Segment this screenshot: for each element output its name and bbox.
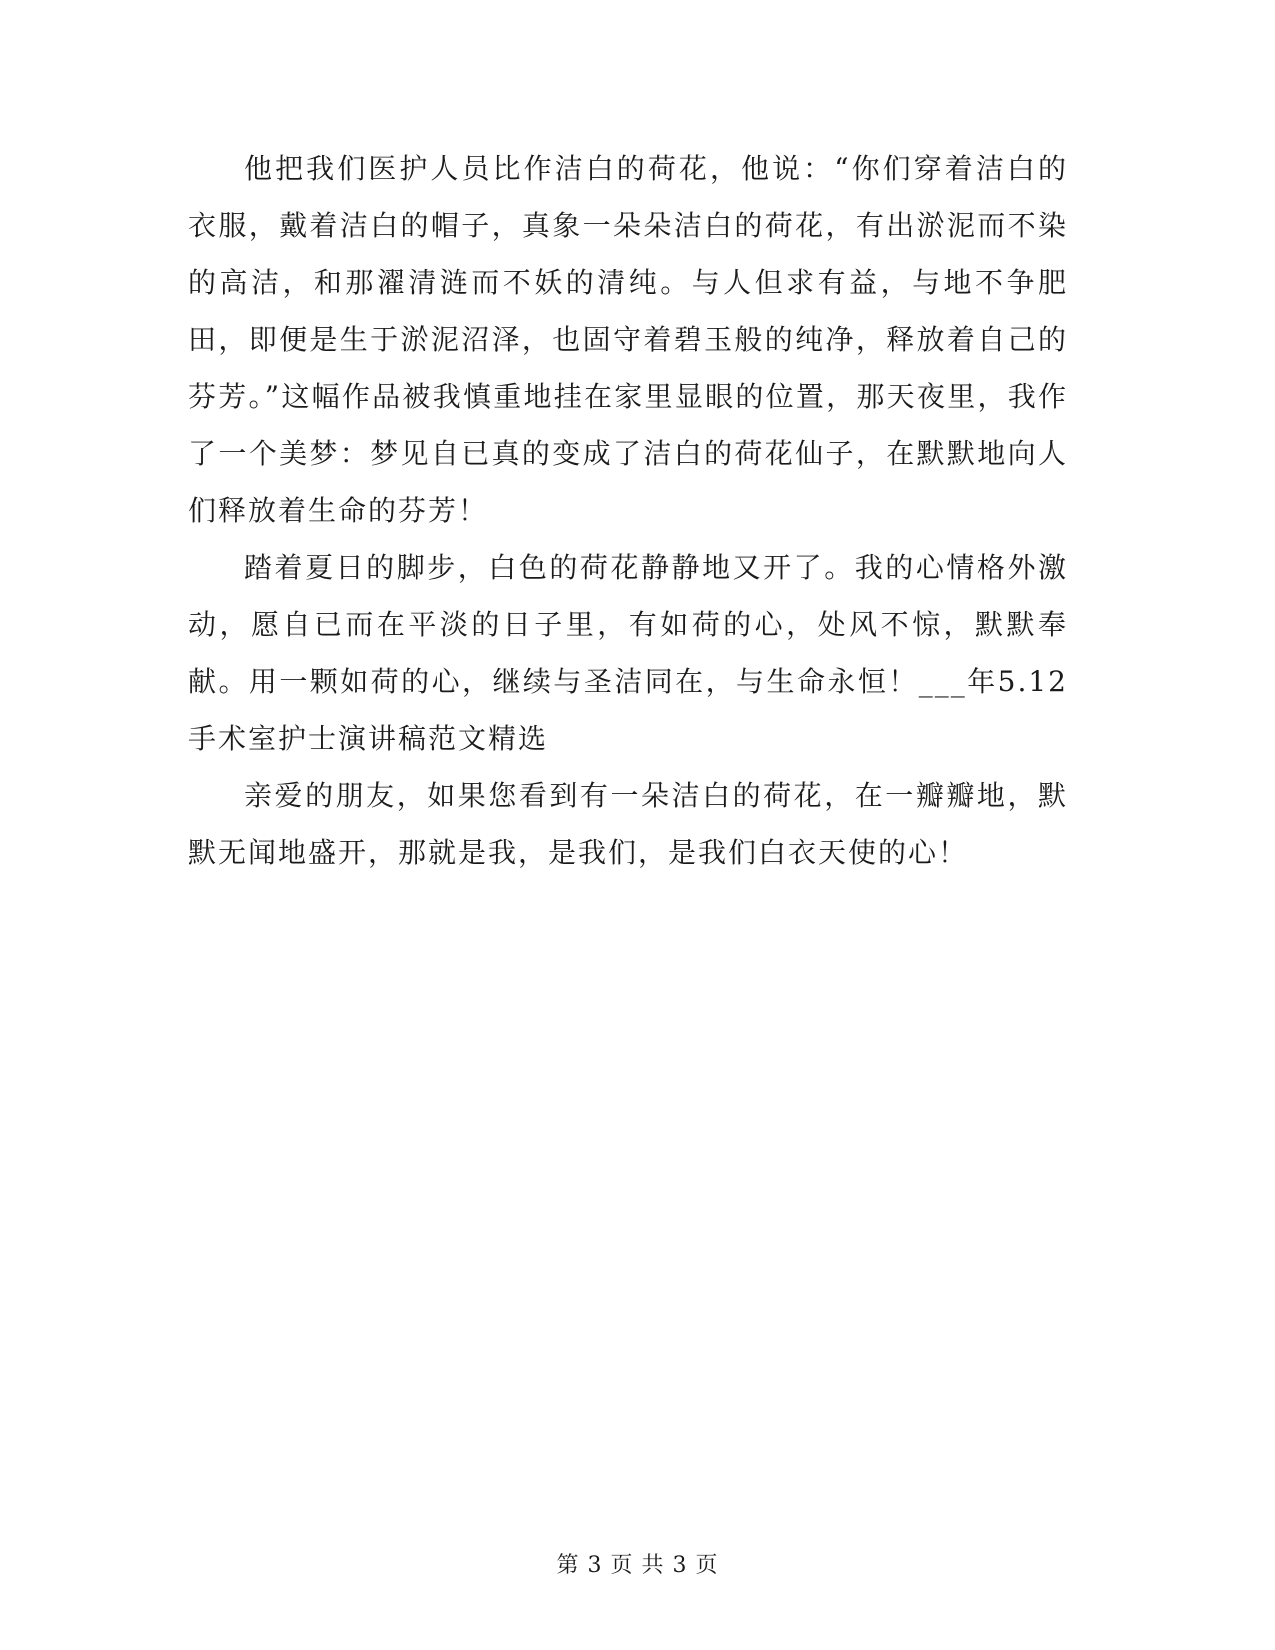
paragraph: 他把我们医护人员比作洁白的荷花，他说：“你们穿着洁白的衣服，戴着洁白的帽子，真象一朵朵洁白的荷花，有出淤泥而不染的高洁，和那濯清涟而不妖的清纯。与人但求有益，与地不争肥田，即便是生于淤泥沼泽，也固守着碧玉般的纯净，释放着自己的芬芳。”这幅作品被我慎重地挂在家里显眼的位置，那天夜里，我作了一个美梦：梦见自已真的变成了洁白的荷花仙子，在默默地向人们释放着生命的芬芳！	[188, 152, 1068, 527]
document-body	[188, 140, 1068, 881]
paragraph: 亲爱的朋友，如果您看到有一朵洁白的荷花，在一瓣瓣地，默默无闻地盛开，那就是我，是我们，是我们白衣天使的心！	[188, 779, 1068, 869]
paragraph: 踏着夏日的脚步，白色的荷花静静地又开了。我的心情格外激动，愿自已而在平淡的日子里，有如荷的心，处风不惊，默默奉献。用一颗如荷的心，继续与圣洁同在，与生命永恒！___年5.12手术室护士演讲稿范文精选	[188, 551, 1068, 755]
page-footer: 第 3 页 共 3 页	[556, 1553, 719, 1578]
